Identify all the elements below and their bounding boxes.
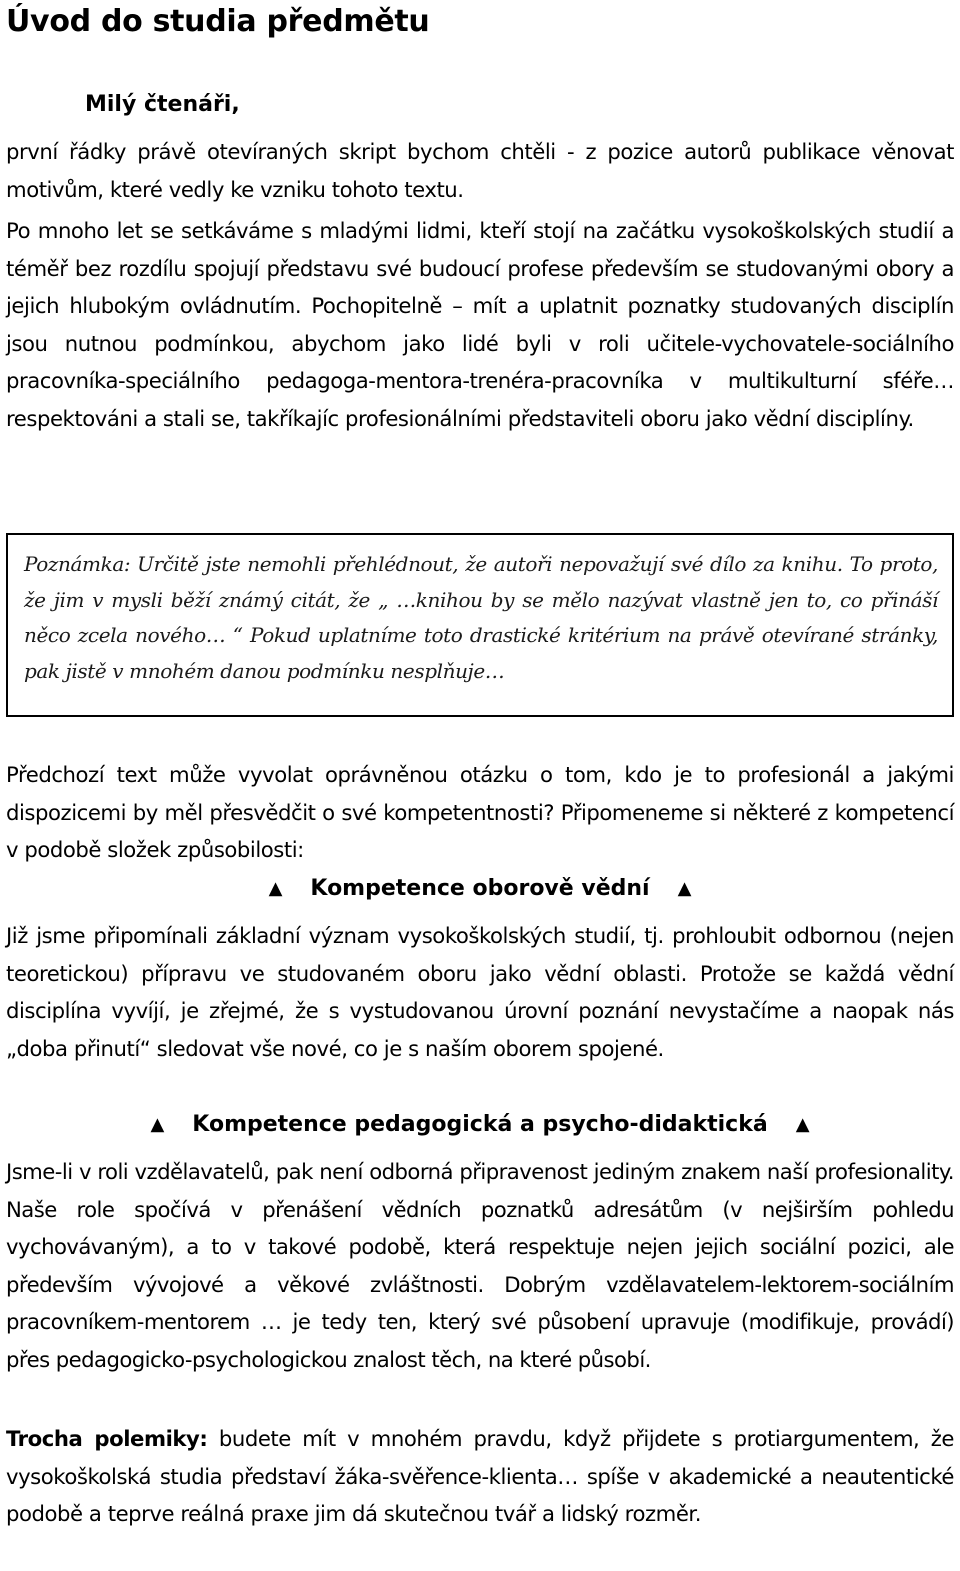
triangle-marker-icon: ▲ xyxy=(795,1114,810,1135)
competence-title-2: Kompetence pedagogická a psycho-didaktická xyxy=(192,1112,768,1137)
competence-title-1: Kompetence oborově vědní xyxy=(310,876,650,901)
greeting: Milý čtenáři, xyxy=(85,92,240,117)
competence-text-2: Jsme-li v roli vzdělavatelů, pak není odborná připravenost jediným znakem naší profesionality. Naše role spočívá v přenášení vědních poznatků adresátům (v nejširším pohledu vychovávaným), a to v takové podobě, která respektuje nejen jejich sociální pozici, ale především vývojové a věkové zvláštnosti. Dobrým vzdělavatelem-lektorem-sociálním pracovníkem-mentorem … je tedy ten, který své působení upravuje (modifikuje, provádí) přes pedagogicko-psychologickou znalost těch, na které působí. xyxy=(6,1159,954,1372)
competence-heading-1 xyxy=(6,876,954,901)
page-title: Úvod do studia předmětu xyxy=(6,4,430,39)
intro-paragraph: první řádky právě otevíraných skript bychom chtěli - z pozice autorů publikace věnovat motivům, které vedly ke vzniku tohoto textu. xyxy=(6,139,954,202)
triangle-marker-icon: ▲ xyxy=(268,878,283,899)
motivation-paragraph: Po mnoho let se setkáváme s mladými lidmi, kteří stojí na začátku vysokoškolských studií a téměř bez rozdílu spojují představu své budoucí profese především se studovanými obory a jejich hlubokým ovládnutím. Pochopitelně – mít a uplatnit poznatky studovaných disciplín jsou nutnou podmínkou, abychom jako lidé byli v roli učitele-vychovatele-sociálního pracovníka-speciálního pedagoga-mentora-trenéra-pracovníka v multikulturní sféře… respektováni a stali se, takříkajíc profesionálními představiteli oboru jako vědní disciplíny. xyxy=(6,218,954,431)
question-paragraph: Předchozí text může vyvolat oprávněnou otázku o tom, kdo je to profesionál a jakými dispozicemi by měl přesvědčit o své kompetentnosti? Připomeneme si některé z kompetencí v podobě složek způsobilosti: xyxy=(6,762,954,862)
note-box xyxy=(6,533,954,717)
triangle-marker-icon: ▲ xyxy=(677,878,692,899)
polemic-text: budete mít v mnohém pravdu, když přijdete s protiargumentem, že vysokoškolská studia představí žáka-svěřence-klienta… spíše v akademické a neautentické podobě a teprve reálná praxe jim dá skutečnou tvář a lidský rozměr. xyxy=(6,1426,954,1526)
competence-heading-2 xyxy=(6,1112,954,1137)
note-text: Poznámka: Určitě jste nemohli přehlédnout, že autoři nepovažují své dílo za knihu. To proto, že jim v mysli běží známý citát, že „ …knihou by se mělo nazývat vlastně jen to, co přináší něco zcela nového… “ Pokud uplatníme toto drastické kritérium na právě otevírané stránky, pak jistě v mnohém danou podmínku nesplňuje… xyxy=(24,552,938,683)
polemic-paragraph xyxy=(6,1420,954,1533)
polemic-label: Trocha polemiky: xyxy=(6,1426,208,1451)
triangle-marker-icon: ▲ xyxy=(150,1114,165,1135)
competence-text-1: Již jsme připomínali základní význam vysokoškolských studií, tj. prohloubit odbornou (nejen teoretickou) přípravu ve studovaném oboru jako vědní oblasti. Protože se každá vědní disciplína vyvíjí, je zřejmé, že s vystudovanou úrovní poznání nevystačíme a naopak nás „doba přinutí“ sledovat vše nové, co je s naším oborem spojené. xyxy=(6,923,954,1061)
